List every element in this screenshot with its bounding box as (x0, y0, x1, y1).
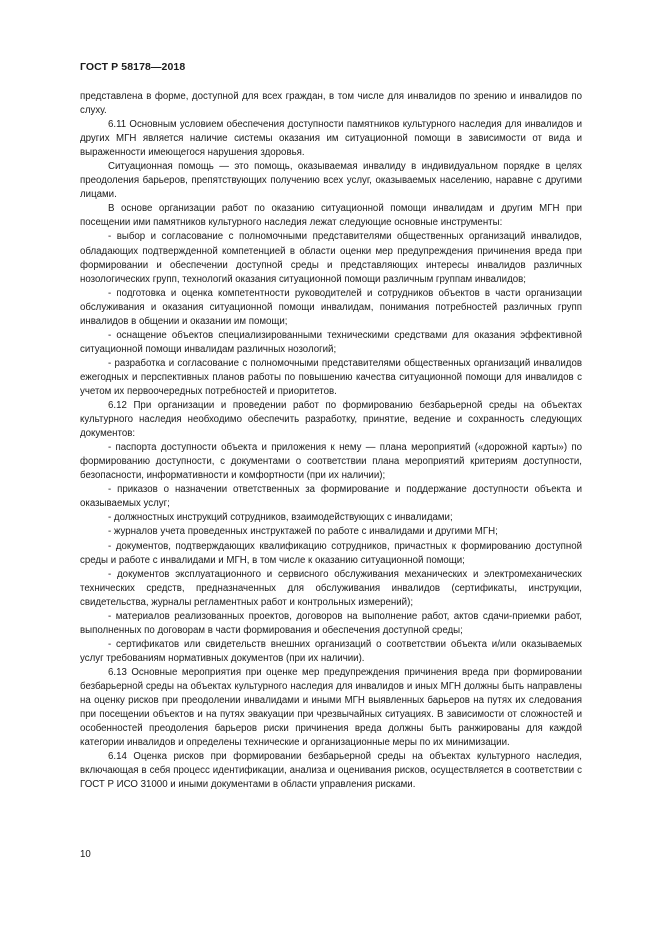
paragraph: Ситуационная помощь — это помощь, оказываемая инвалиду в индивидуальном порядке в целях преодоления барьеров, препятствующих получению всех услуг, оказываемых населению, наравне с другими лицами. (80, 161, 582, 201)
list-item: - приказов о назначении ответственных за формирование и поддержание доступности объекта и оказываемых услуг; (80, 484, 582, 510)
list-item: - документов, подтверждающих квалификацию сотрудников, причастных к формированию доступной среды и работе с инвалидами и МГН, в том числе к оказанию ситуационной помощи; (80, 540, 582, 566)
paragraph: В основе организации работ по оказанию ситуационной помощи инвалидам и другим МГН при посещении ими памятников культурного наследия лежат следующие основные инструменты: (80, 203, 582, 229)
list-item: - документов эксплуатационного и сервисного обслуживания механических и электромеханических технических средств, предназначенных для обслуживания инвалидов (сертификаты, инструкции, свидетельства, журналы регламентных работ и контрольных измерений); (80, 568, 582, 608)
list-item: - должностных инструкций сотрудников, взаимодействующих с инвалидами; (108, 512, 453, 524)
document-header: ГОСТ Р 58178—2018 (80, 61, 186, 73)
list-item: - разработка и согласование с полномочными представителями общественных организаций инвалидов ежегодных и перспективных планов работы по повышению качества ситуационной помощи для инвалидов с учетом их первоочередных потребностей и приоритетов. (80, 357, 582, 397)
paragraph: 6.14 Оценка рисков при формировании безбарьерной среды на объектах культурного наследия, включающая в себя процесс идентификации, анализа и оценивания рисков, осуществляется в соответствии с ГОСТ Р ИСО 31000 и иными документами в области управления рисками. (80, 751, 582, 791)
page-number: 10 (80, 849, 91, 860)
list-item: - журналов учета проведенных инструктажей по работе с инвалидами и другими МГН; (108, 526, 498, 538)
list-item: - оснащение объектов специализированными техническими средствами для оказания эффективной ситуационной помощи инвалидам различных нозологий; (80, 329, 582, 355)
list-item: - сертификатов или свидетельств внешних организаций о соответствии объекта и/или оказываемых услуг требованиям нормативных документов (при их наличии). (80, 638, 582, 664)
paragraph: представлена в форме, доступной для всех граждан, в том числе для инвалидов по зрению и инвалидов по слуху. (80, 91, 582, 117)
paragraph: 6.11 Основным условием обеспечения доступности памятников культурного наследия для инвалидов и других МГН является наличие системы оказания им ситуационной помощи в зависимости от вида и выраженности имеющегося нарушения здоровья. (80, 119, 582, 159)
list-item: - выбор и согласование с полномочными представителями общественных организаций инвалидов, обладающих подтвержденной компетенцией в области оценки мер предупреждения причинения вреда при формировании и обеспечении доступной среды и представляющих интересы инвалидов различных нозологических групп, технологий оказания ситуационной помощи различным группам инвалидов; (80, 231, 582, 285)
list-item: - материалов реализованных проектов, договоров на выполнение работ, актов сдачи-приемки работ, выполненных по договорам в части формирования и обеспечения доступной среды; (80, 610, 582, 636)
list-item: - паспорта доступности объекта и приложения к нему — плана мероприятий («дорожной карты») по формированию доступности, с документами о соответствии плана мероприятий критериям доступности, безопасности, информативности и комфортности (при их наличии); (80, 442, 582, 482)
document-body (80, 90, 582, 792)
paragraph: 6.12 При организации и проведении работ по формированию безбарьерной среды на объектах культурного наследия необходимо обеспечить разработку, принятие, ведение и сохранность следующих документов: (80, 400, 582, 440)
paragraph: 6.13 Основные мероприятия при оценке мер предупреждения причинения вреда при формировании безбарьерной среды на объектах культурного наследия для инвалидов и иных МГН должны быть направлены на оценку рисков при преодолении инвалидами и иными МГН выявленных барьеров на путях их следования при посещении объектов и на путях эвакуации при чрезвычайных ситуациях. В зависимости от сложностей и особенностей преодоления барьеров риски причинения вреда должны быть ранжированы для каждой категории инвалидов и определены технические и организационные меры по их минимизации. (80, 666, 582, 749)
list-item: - подготовка и оценка компетентности руководителей и сотрудников объектов в части организации обслуживания и оказания ситуационной помощи инвалидам, понимания потребностей различных групп инвалидов в общении и оказании им помощи; (80, 287, 582, 327)
